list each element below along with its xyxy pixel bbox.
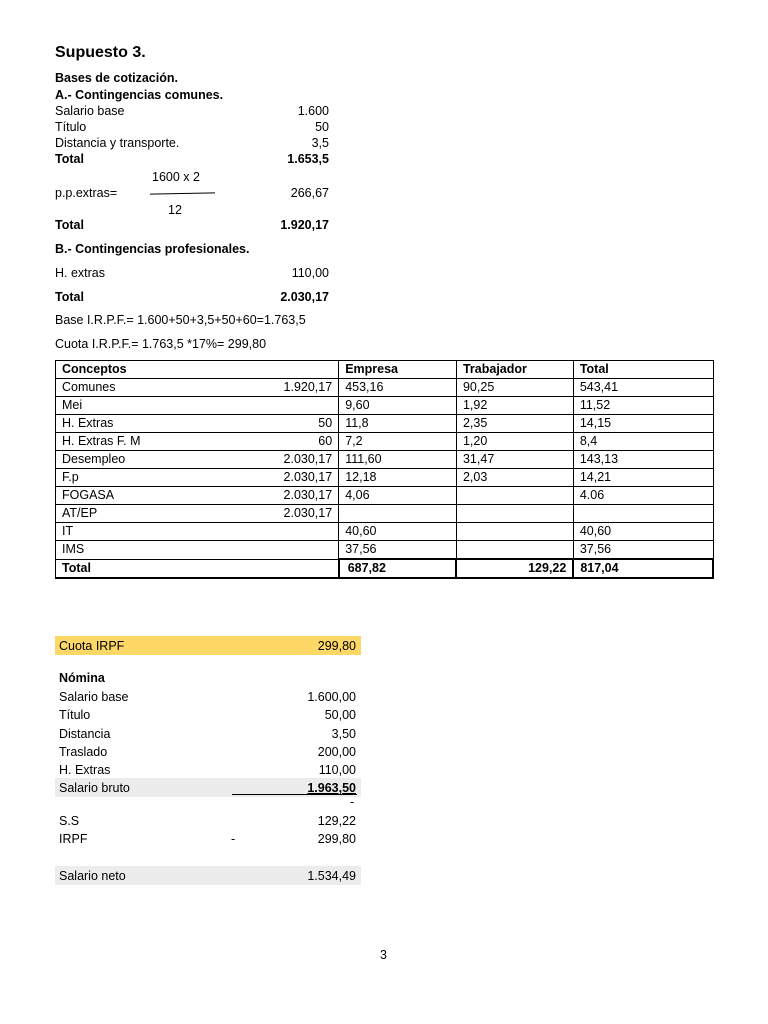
header-total: Total (573, 361, 713, 379)
concepto-cell (56, 397, 339, 415)
item-value: 3,5 (311, 136, 329, 150)
empresa-cell: 7,2 (339, 433, 457, 451)
concepto-base: 1.920,17 (283, 380, 333, 394)
total-cell: 543,41 (573, 379, 713, 397)
concepto-cell (56, 433, 339, 451)
empresa-cell: 40,60 (339, 523, 457, 541)
concepto-base: 2.030,17 (283, 452, 333, 466)
table-row (56, 541, 714, 560)
trabajador-cell: 2,03 (456, 469, 573, 487)
bases-heading: Bases de cotización. (55, 71, 178, 85)
nomina-heading: Nómina (59, 671, 105, 685)
item-value: 200,00 (317, 745, 356, 759)
table-row (56, 487, 714, 505)
bruto-overline (232, 794, 357, 795)
trabajador-cell: 2,35 (456, 415, 573, 433)
section-a-heading: A.- Contingencias comunes. (55, 88, 224, 102)
total-cell: 40,60 (573, 523, 713, 541)
table-row (56, 505, 714, 523)
trabajador-cell: 31,47 (456, 451, 573, 469)
trabajador-cell (456, 487, 573, 505)
item-label: Salario base (59, 690, 129, 704)
item-label: Salario base (55, 104, 125, 118)
item-value: 50 (315, 120, 329, 134)
concepto-cell (56, 541, 339, 560)
bruto-label: Salario bruto (59, 781, 130, 795)
trabajador-cell: 1,92 (456, 397, 573, 415)
concepto-cell (56, 469, 339, 487)
empresa-cell: 12,18 (339, 469, 457, 487)
concepto-cell (56, 523, 339, 541)
empresa-cell: 11,8 (339, 415, 457, 433)
concepto-label: IT (62, 524, 74, 538)
trabajador-cell: 90,25 (456, 379, 573, 397)
header-empresa: Empresa (339, 361, 457, 379)
concepto-base: 2.030,17 (283, 470, 333, 484)
concepto-label: IMS (62, 542, 85, 557)
total-trabajador-cell: 129,22 (456, 559, 573, 578)
table-row (56, 433, 714, 451)
item-value: 50,00 (324, 708, 356, 722)
hextras-value: 110,00 (291, 266, 329, 280)
item-label: H. Extras (59, 763, 111, 777)
empresa-cell: 37,56 (339, 541, 457, 560)
concepto-base: 50 (318, 416, 333, 430)
ppextras-denominator: 12 (168, 203, 182, 217)
concepto-base: 2.030,17 (283, 506, 333, 520)
table-row (56, 379, 714, 397)
page-title: Supuesto 3. (55, 44, 146, 61)
total-cell (573, 505, 713, 523)
cotizacion-table (55, 360, 714, 579)
empresa-cell: 9,60 (339, 397, 457, 415)
item-value: 110,00 (318, 763, 356, 777)
page-number: 3 (380, 948, 387, 962)
table-row (56, 415, 714, 433)
total-value: 2.030,17 (280, 290, 329, 304)
empresa-cell: 4,06 (339, 487, 457, 505)
concepto-base: 60 (318, 434, 333, 448)
total-value: 1.653,5 (287, 152, 329, 166)
table-row (56, 523, 714, 541)
cuota-irpf-line: Cuota I.R.P.F.= 1.763,5 *17%= 299,80 (55, 337, 267, 351)
empresa-cell: 453,16 (339, 379, 457, 397)
total-cell: 8,4 (573, 433, 713, 451)
concepto-label: Desempleo (62, 452, 126, 466)
base-irpf-line: Base I.R.P.F.= 1.600+50+3,5+50+60=1.763,5 (55, 313, 306, 327)
concepto-label: FOGASA (62, 488, 115, 502)
bruto-dash: - (350, 795, 355, 809)
table-row (56, 469, 714, 487)
empresa-cell: 111,60 (339, 451, 457, 469)
total-cell: 37,56 (573, 541, 713, 560)
nomina-item (59, 743, 356, 761)
ppextras-label: p.p.extras= (55, 186, 118, 200)
item-label: Título (59, 708, 91, 722)
cuota-irpf-value: 299,80 (317, 639, 356, 653)
bases-total-3 (55, 290, 329, 306)
item-label: Traslado (59, 745, 108, 759)
irpf-value: 299,80 (317, 832, 356, 846)
total-label: Total (55, 152, 84, 166)
table-total-row (56, 559, 714, 578)
nomina-item (59, 706, 356, 724)
total-cell: 14,15 (573, 415, 713, 433)
bases-total-2 (55, 218, 329, 234)
ppextras-row (55, 186, 329, 202)
item-label: Título (55, 120, 87, 134)
neto-value: 1.534,49 (307, 869, 356, 883)
total-cell: 11,52 (573, 397, 713, 415)
concepto-cell (56, 379, 339, 397)
item-value: 1.600 (297, 104, 329, 118)
bases-total-1 (55, 152, 329, 168)
bruto-value: 1.963,50 (307, 781, 356, 795)
bases-item-distancia (55, 136, 329, 152)
irpf-row (59, 830, 356, 848)
header-trabajador: Trabajador (456, 361, 573, 379)
cuota-irpf-label: Cuota IRPF (59, 639, 125, 653)
concepto-cell (56, 505, 339, 523)
irpf-sign: - (231, 832, 236, 846)
hextras-label: H. extras (55, 266, 106, 280)
concepto-cell (56, 487, 339, 505)
trabajador-cell (456, 541, 573, 560)
salario-neto-row (59, 867, 356, 885)
nomina-item (59, 725, 356, 743)
item-value: 1.600,00 (307, 690, 356, 704)
concepto-label: H. Extras (62, 416, 114, 430)
section-b-heading: B.- Contingencias profesionales. (55, 242, 250, 256)
cuota-irpf-box (59, 637, 356, 655)
ppextras-value: 266,67 (290, 186, 329, 200)
total-cell: 143,13 (573, 451, 713, 469)
ss-label: S.S (59, 814, 80, 828)
total-label: Total (55, 290, 84, 304)
total-value: 1.920,17 (280, 218, 329, 232)
concepto-cell (56, 451, 339, 469)
concepto-base: 2.030,17 (283, 488, 333, 502)
concepto-label: Mei (62, 398, 83, 412)
concepto-label: Comunes (62, 380, 116, 394)
empresa-cell (339, 505, 457, 523)
trabajador-cell: 1,20 (456, 433, 573, 451)
table-header-row (56, 361, 714, 379)
item-label: Distancia (59, 727, 111, 741)
total-total-cell: 817,04 (573, 559, 713, 578)
concepto-label: H. Extras F. M (62, 434, 141, 448)
item-label: Distancia y transporte. (55, 136, 180, 150)
bases-item-titulo (55, 120, 329, 136)
nomina-item (59, 688, 356, 706)
table-row (56, 451, 714, 469)
nomina-item (59, 761, 356, 779)
irpf-label: IRPF (59, 832, 88, 846)
header-conceptos: Conceptos (56, 361, 339, 379)
bases-hextras (55, 266, 329, 282)
trabajador-cell (456, 523, 573, 541)
item-value: 3,50 (331, 727, 356, 741)
total-cell: 4.06 (573, 487, 713, 505)
concepto-label: F.p (62, 470, 79, 484)
concepto-cell (56, 415, 339, 433)
table-row (56, 397, 714, 415)
total-label: Total (55, 218, 84, 232)
neto-label: Salario neto (59, 869, 126, 883)
ss-row (59, 812, 356, 830)
total-label-cell: Total (56, 559, 339, 578)
bases-item-salario (55, 104, 329, 120)
ppextras-numerator: 1600 x 2 (152, 170, 200, 184)
ss-value: 129,22 (317, 814, 356, 828)
total-empresa-cell: 687,82 (339, 559, 457, 578)
total-cell: 14,21 (573, 469, 713, 487)
concepto-label: AT/EP (62, 506, 98, 520)
trabajador-cell (456, 505, 573, 523)
